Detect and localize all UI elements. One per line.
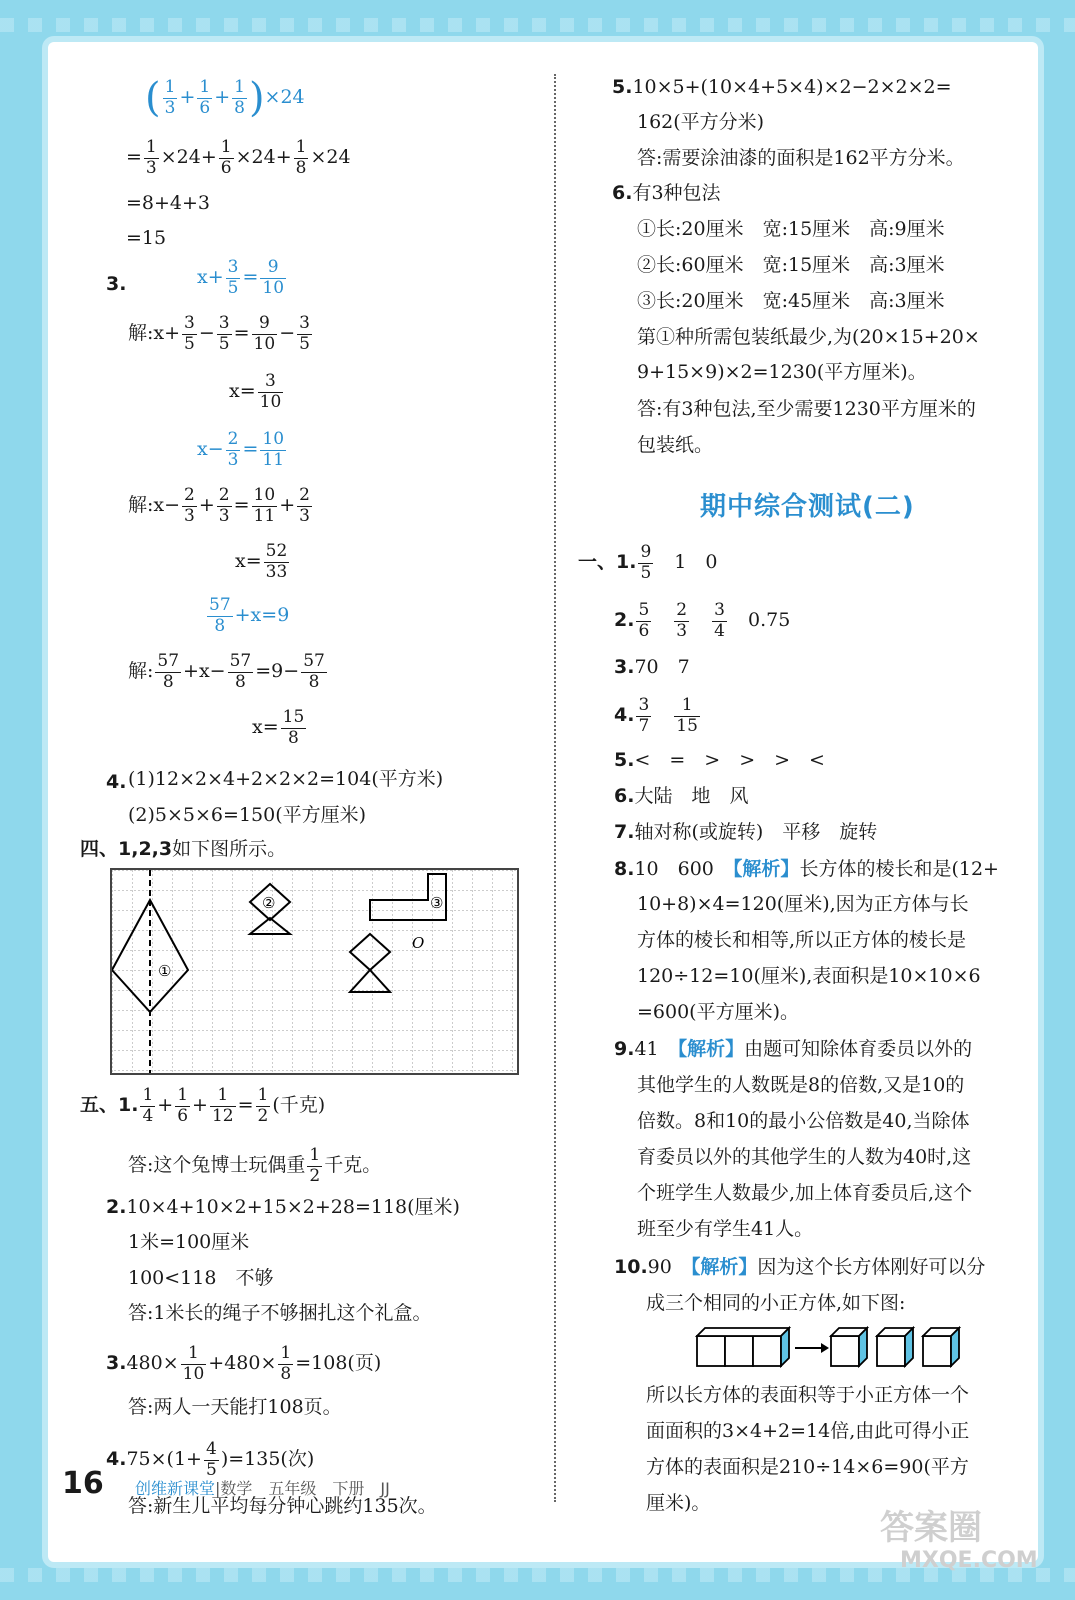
section-5-q2-answer: 答:1米长的绳子不够捆扎这个礼盒。	[128, 1302, 432, 1324]
grid-figure	[110, 868, 519, 1075]
grid-label-1: ①	[158, 962, 172, 980]
section-5-q1-answer: 答:这个兔博士玩偶重 $\frac{1}{2}$ 千克。	[128, 1145, 382, 1186]
r5-line-b: 162(平方分米)	[637, 111, 765, 133]
watermark-url: MXQE.COM	[900, 1548, 1038, 1573]
c8-line-c: 方体的棱长和相等,所以正方体的棱长是	[637, 929, 967, 951]
c10-line-f: 厘米)。	[646, 1492, 711, 1514]
watermark-logo: 答案圈	[880, 1508, 982, 1548]
section-5-q1: 五、1. $\frac{1}{4}$ + $\frac{1}{6}$ + $\frac{1}{12}$ = $\frac{1}{2}$ (千克)	[80, 1085, 326, 1126]
q3-number: 3.	[106, 273, 127, 295]
answer-2: x= $\frac{52}{33}$	[235, 541, 288, 582]
solution-1: 解:x+ $\frac{3}{5}$ − $\frac{3}{5}$ = $\frac{9}{10}$ − $\frac{3}{5}$	[128, 313, 310, 354]
footer-info: 创维新课堂|数学 五年级 下册 JJ	[135, 1479, 390, 1498]
r6-line-5: 9+15×9)×2=1230(平方厘米)。	[637, 361, 927, 383]
r6-head: 6.有3种包法	[612, 182, 721, 204]
grid-figure-svg	[112, 870, 517, 1073]
r6-answer-2: 包装纸。	[637, 434, 714, 456]
r5-line-a: 5.10×5+(10×4+5×4)×2−2×2×2=	[612, 76, 952, 98]
expr-line-1: ( $\frac{1}{3}$ + $\frac{1}{6}$ + $\frac{1}{8}$ )×24	[145, 75, 305, 122]
expr-line-3: =8+4+3	[126, 192, 211, 214]
equation-3: $\frac{57}{8}$ +x=9	[209, 595, 290, 636]
section-5-q2-c: 100<118 不够	[128, 1267, 274, 1289]
c8-line-a: 8.10 600 【解析】长方体的棱长和是(12+	[614, 858, 999, 880]
c10-line-b: 成三个相同的小正方体,如下图:	[646, 1292, 906, 1314]
c10-line-d: 面面积的3×4+2=14倍,由此可得小正	[646, 1420, 970, 1442]
r6-option-1: ①长:20厘米 宽:15厘米 高:9厘米	[637, 218, 945, 240]
c9-line-a: 9.41 【解析】由题可知除体育委员以外的	[614, 1038, 973, 1060]
q4-part-1: (1)12×2×4+2×2×2=104(平方米)	[128, 768, 444, 790]
c9-line-c: 倍数。8和10的最小公倍数是40,当除体	[637, 1110, 970, 1132]
section-5-q3: 3.480× $\frac{1}{10}$ +480× $\frac{1}{8}$ =108(页)	[106, 1343, 382, 1384]
r6-answer-1: 答:有3种包法,至少需要1230平方厘米的	[637, 398, 976, 420]
r6-line-4: 第①种所需包装纸最少,为(20×15+20×	[637, 326, 980, 348]
c9-line-d: 育委员以外的其他学生的人数为40时,这	[637, 1146, 972, 1168]
answer-3: x= $\frac{15}{8}$	[252, 707, 305, 748]
section-5-q2-b: 1米=100厘米	[128, 1231, 250, 1253]
top-border	[0, 18, 1075, 32]
q4-part-2: (2)5×5×6=150(平方厘米)	[128, 804, 367, 826]
r6-option-2: ②长:60厘米 宽:15厘米 高:3厘米	[637, 254, 945, 276]
r6-option-3: ③长:20厘米 宽:45厘米 高:3厘米	[637, 290, 945, 312]
grid-label-2: ②	[262, 894, 276, 912]
section-4-line: 四、1,2,3如下图所示。	[80, 838, 287, 860]
grid-label-origin: O	[412, 934, 425, 952]
c10-line-c: 所以长方体的表面积等于小正方体一个	[646, 1384, 970, 1406]
c7: 7.轴对称(或旋转) 平移 旋转	[614, 821, 878, 843]
equation-1: x+ $\frac{3}{5}$ = $\frac{9}{10}$	[197, 257, 285, 298]
c9-line-b: 其他学生的人数既是8的倍数,又是10的	[637, 1074, 965, 1096]
section-5-q4-answer: 答:新生儿平均每分钟心跳约135次。	[128, 1495, 437, 1517]
cube-diagram	[695, 1326, 965, 1374]
solution-2: 解:x− $\frac{2}{3}$ + $\frac{2}{3}$ = $\frac{10}{11}$ + $\frac{2}{3}$	[128, 485, 310, 526]
q4-number: 4.	[106, 771, 127, 793]
c6: 6.大陆 地 风	[614, 785, 749, 807]
c5: 5.< = > > > <	[614, 749, 825, 771]
c9-line-e: 个班学生人数最少,加上体育委员后,这个	[637, 1182, 973, 1204]
answer-1: x= $\frac{3}{10}$	[229, 371, 282, 412]
section-5-q2: 2.10×4+10×2+15×2+28=118(厘米)	[106, 1196, 460, 1218]
c4: 4. $\frac{3}{7}$ $\frac{1}{15}$	[614, 695, 698, 736]
section-5-q3-answer: 答:两人一天能打108页。	[128, 1396, 342, 1418]
section-title: 期中综合测试(二)	[700, 492, 915, 522]
c8-line-d: 120÷12=10(厘米),表面积是10×10×6	[637, 965, 981, 987]
grid-label-3: ③	[430, 894, 444, 912]
c8-line-e: =600(平方厘米)。	[637, 1001, 800, 1023]
c3: 3.70 7	[614, 656, 690, 678]
equation-2: x− $\frac{2}{3}$ = $\frac{10}{11}$	[197, 429, 285, 470]
c10-line-a: 10.90 【解析】因为这个长方体刚好可以分	[614, 1256, 986, 1278]
c8-line-b: 10+8)×4=120(厘米),因为正方体与长	[637, 893, 969, 915]
column-divider	[554, 74, 556, 1502]
page-number: 16	[62, 1466, 104, 1501]
c9-line-f: 班至少有学生41人。	[637, 1218, 814, 1240]
c10-line-e: 方体的表面积是210÷14×6=90(平方	[646, 1456, 969, 1478]
r5-answer: 答:需要涂油漆的面积是162平方分米。	[637, 147, 965, 169]
c2: 2. $\frac{5}{6}$ $\frac{2}{3}$ $\frac{3}{4}$ 0.75	[614, 600, 791, 641]
expr-line-4: =15	[126, 227, 167, 249]
solution-3: 解: $\frac{57}{8}$ +x− $\frac{57}{8}$ =9− $\frac{57}{8}$	[128, 651, 325, 692]
expr-line-2: = $\frac{1}{3}$ ×24+ $\frac{1}{6}$ ×24+ $\frac{1}{8}$ ×24	[126, 137, 351, 178]
section-5-q4: 4.75×(1+ $\frac{4}{5}$ )=135(次)	[106, 1439, 315, 1480]
c1: 一、1. $\frac{9}{5}$ 1 0	[578, 542, 718, 583]
